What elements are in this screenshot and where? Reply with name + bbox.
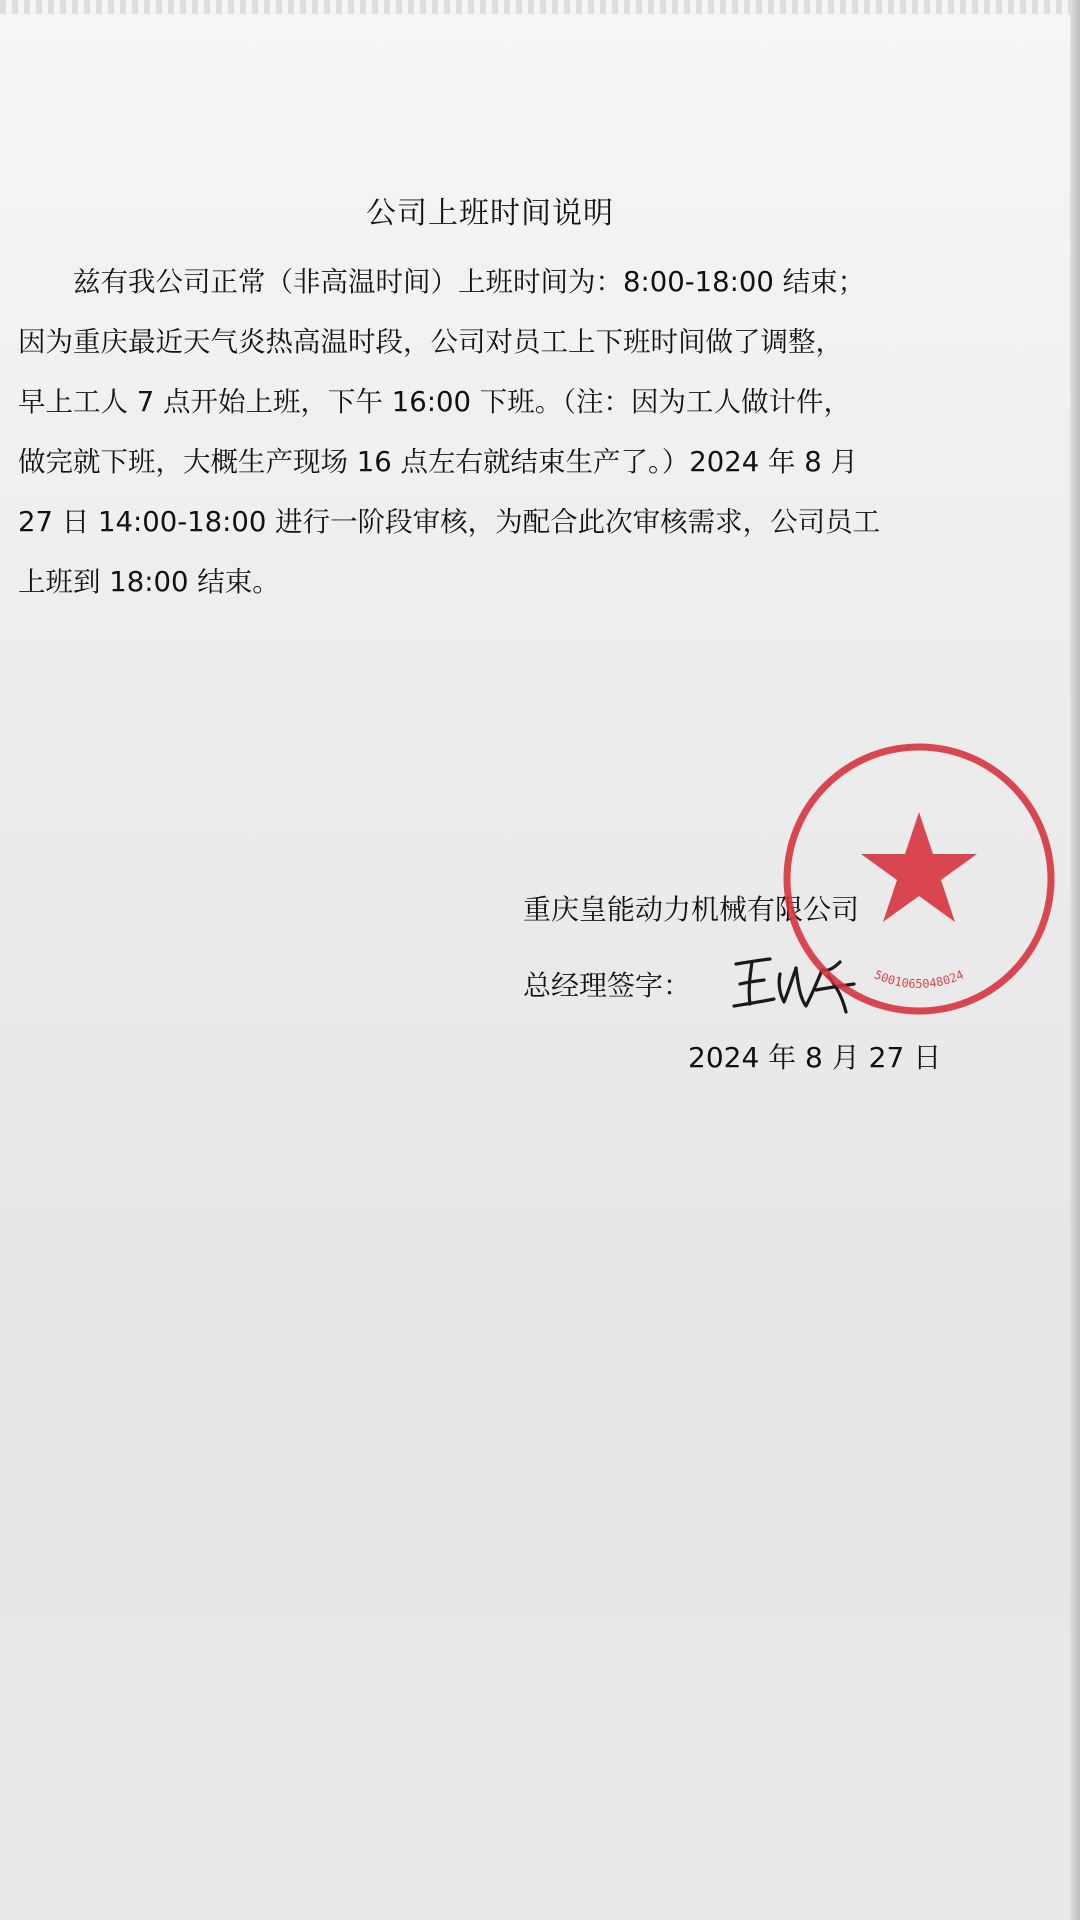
- body-line: 做完就下班，大概生产现场 16 点左右就结束生产了。）2024 年 8 月: [18, 446, 858, 478]
- paper-edge-top: [0, 0, 1080, 14]
- body-line: 兹有我公司正常（非高温时间）上班时间为：8:00-18:00 结束；: [18, 266, 866, 298]
- body-line: 早上工人 7 点开始上班，下午 16:00 下班。（注：因为工人做计件，: [18, 386, 851, 418]
- company-seal: [778, 738, 1060, 1020]
- document-title: 公司上班时间说明: [366, 196, 614, 231]
- body-line: 27 日 14:00-18:00 进行一阶段审核，为配合此次审核需求，公司员工: [18, 506, 881, 538]
- body-line: 上班到 18:00 结束。: [18, 566, 280, 598]
- document-date: 2024 年 8 月 27 日: [688, 1041, 942, 1074]
- seal-code: 5001065048024: [872, 967, 966, 992]
- signer-label: 总经理签字：: [523, 969, 692, 1002]
- company-name: 重庆皇能动力机械有限公司: [523, 893, 860, 926]
- paper-edge-right: [1070, 0, 1080, 1920]
- body-line: 因为重庆最近天气炎热高温时段，公司对员工上下班时间做了调整，: [18, 326, 843, 358]
- document-body: [18, 252, 973, 612]
- svg-text:5001065048024: [872, 968, 966, 991]
